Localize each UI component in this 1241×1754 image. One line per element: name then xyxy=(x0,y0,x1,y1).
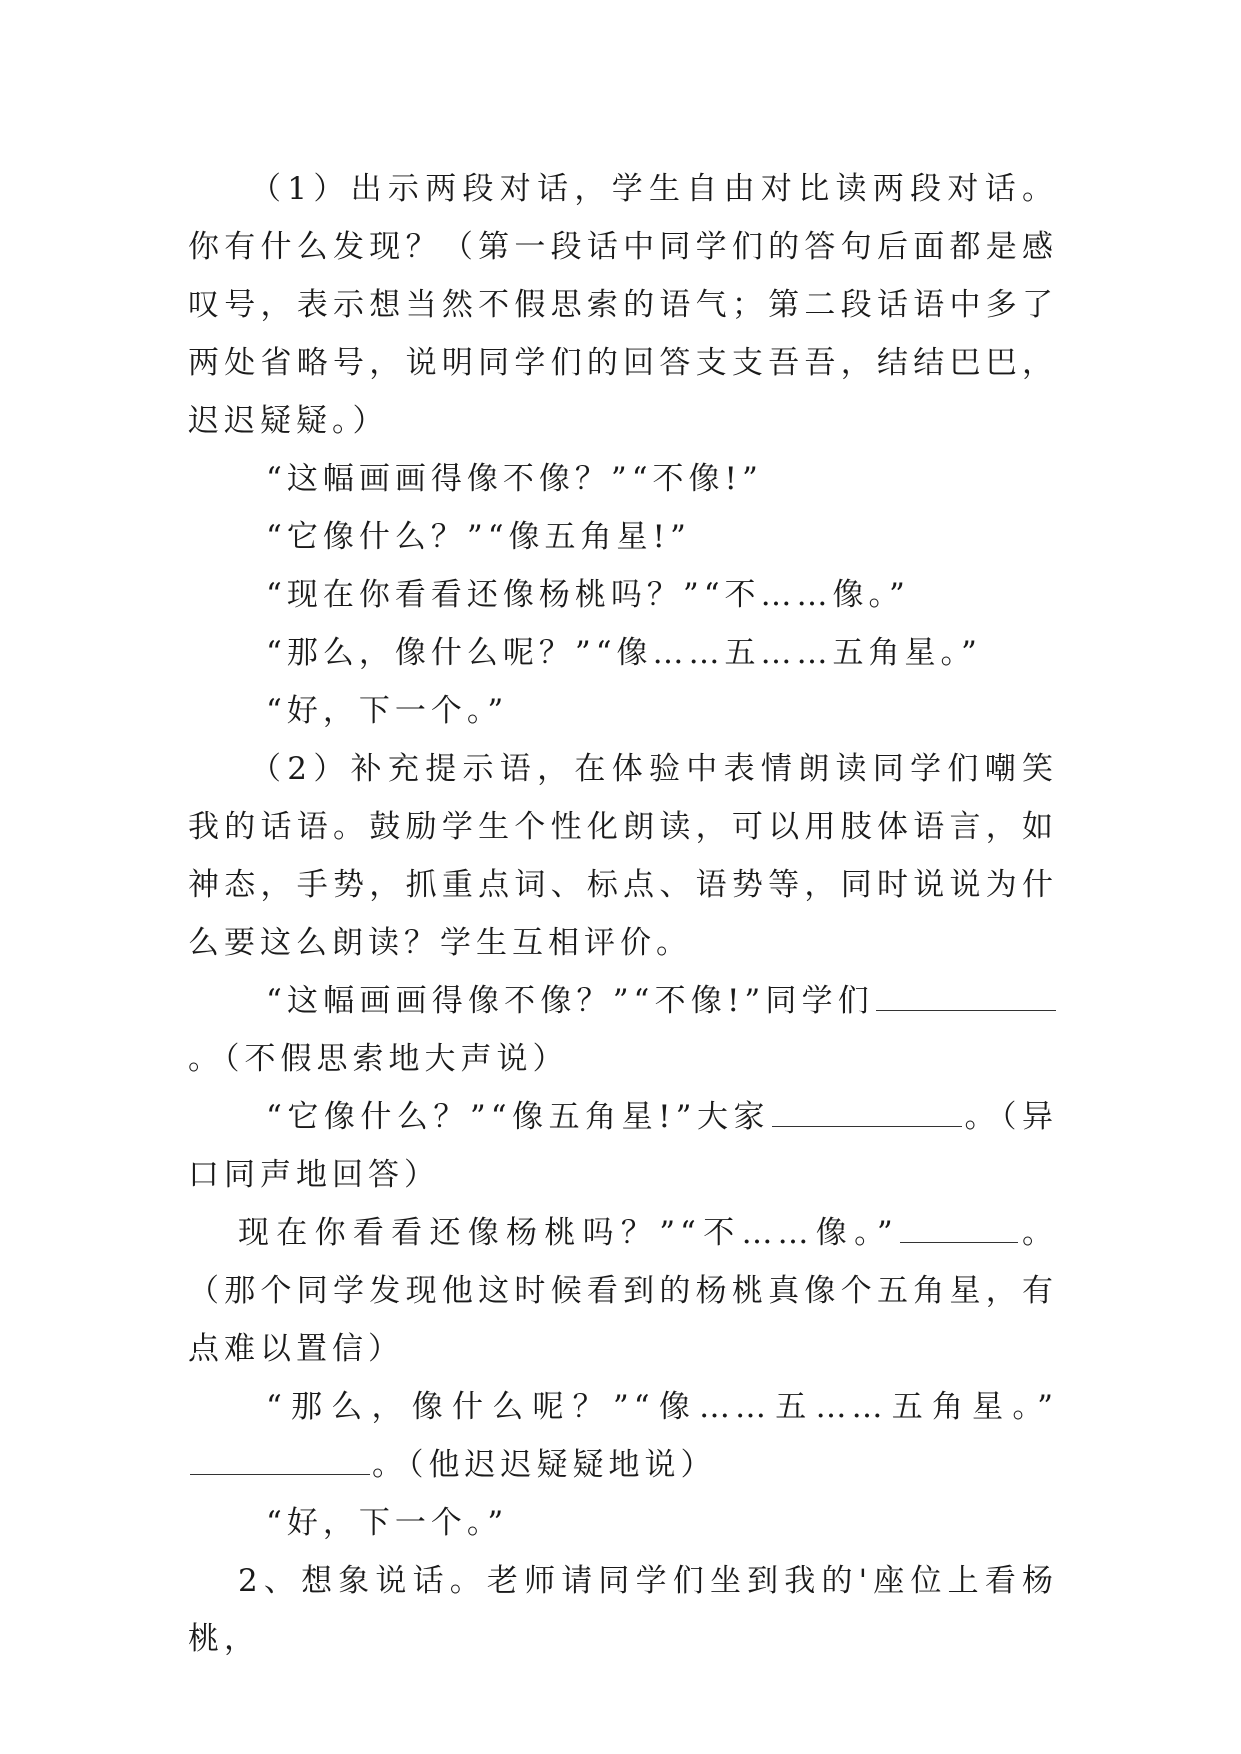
fill-blank-4[interactable] xyxy=(190,1438,370,1475)
fill-line-3-hint: 。（那个同学发现他这时候看到的杨桃真像个五角星，有点难以置信） xyxy=(188,1215,1059,1367)
paragraph-step1: （1）出示两段对话，学生自由对比读两段对话。你有什么发现？（第一段话中同学们的答句后面都是感叹号，表示想当然不假思索的语气；第二段话语中多了两处省略号，说明同学们的回答支支吾吾，结结巴巴，迟迟疑疑。） xyxy=(188,171,1058,439)
fill-line-2-hint: 。（异口同声地回答） xyxy=(188,1099,1058,1193)
fill-line-1 xyxy=(188,972,1058,1088)
paragraph-section2: 2、想象说话。老师请同学们坐到我的'座位上看杨桃， xyxy=(188,1563,1058,1657)
fill-line-1-text: “这幅画画得像不像？”“不像!”同学们 xyxy=(266,983,874,1019)
dialogue-line-1: “这幅画画得像不像？”“不像!” xyxy=(266,461,763,497)
fill-line-2-text: “它像什么？”“像五角星!”大家 xyxy=(266,1099,770,1135)
dialogue-line-5: “好，下一个。” xyxy=(266,693,509,729)
fill-line-1-hint: 。（不假思索地大声说） xyxy=(188,1041,569,1077)
fill-line-3 xyxy=(188,1204,1058,1378)
dialogue-line-4: “那么，像什么呢？”“像……五……五角星。” xyxy=(266,635,982,671)
dialogue-closing: “好，下一个。” xyxy=(266,1505,509,1541)
fill-line-4 xyxy=(188,1378,1058,1494)
fill-blank-1[interactable] xyxy=(876,974,1056,1011)
fill-blank-2[interactable] xyxy=(772,1090,962,1127)
dialogue-line-3: “现在你看看还像杨桃吗？”“不……像。” xyxy=(266,577,910,613)
fill-line-4-text: “那么，像什么呢？”“像……五……五角星。” xyxy=(266,1389,1058,1425)
fill-line-2 xyxy=(188,1088,1058,1204)
fill-line-4-hint: 。（他迟迟疑疑地说） xyxy=(372,1447,717,1483)
document-body xyxy=(188,160,1058,1668)
paragraph-step2: （2）补充提示语，在体验中表情朗读同学们嘲笑我的话语。鼓励学生个性化朗读，可以用肢体语言，如神态，手势，抓重点词、标点、语势等，同时说说为什么要这么朗读？学生互相评价。 xyxy=(188,751,1058,961)
dialogue-line-2: “它像什么？”“像五角星!” xyxy=(266,519,691,555)
fill-line-3-text: 现在你看看还像杨桃吗？”“不……像。” xyxy=(238,1215,898,1251)
fill-blank-3[interactable] xyxy=(900,1206,1018,1243)
